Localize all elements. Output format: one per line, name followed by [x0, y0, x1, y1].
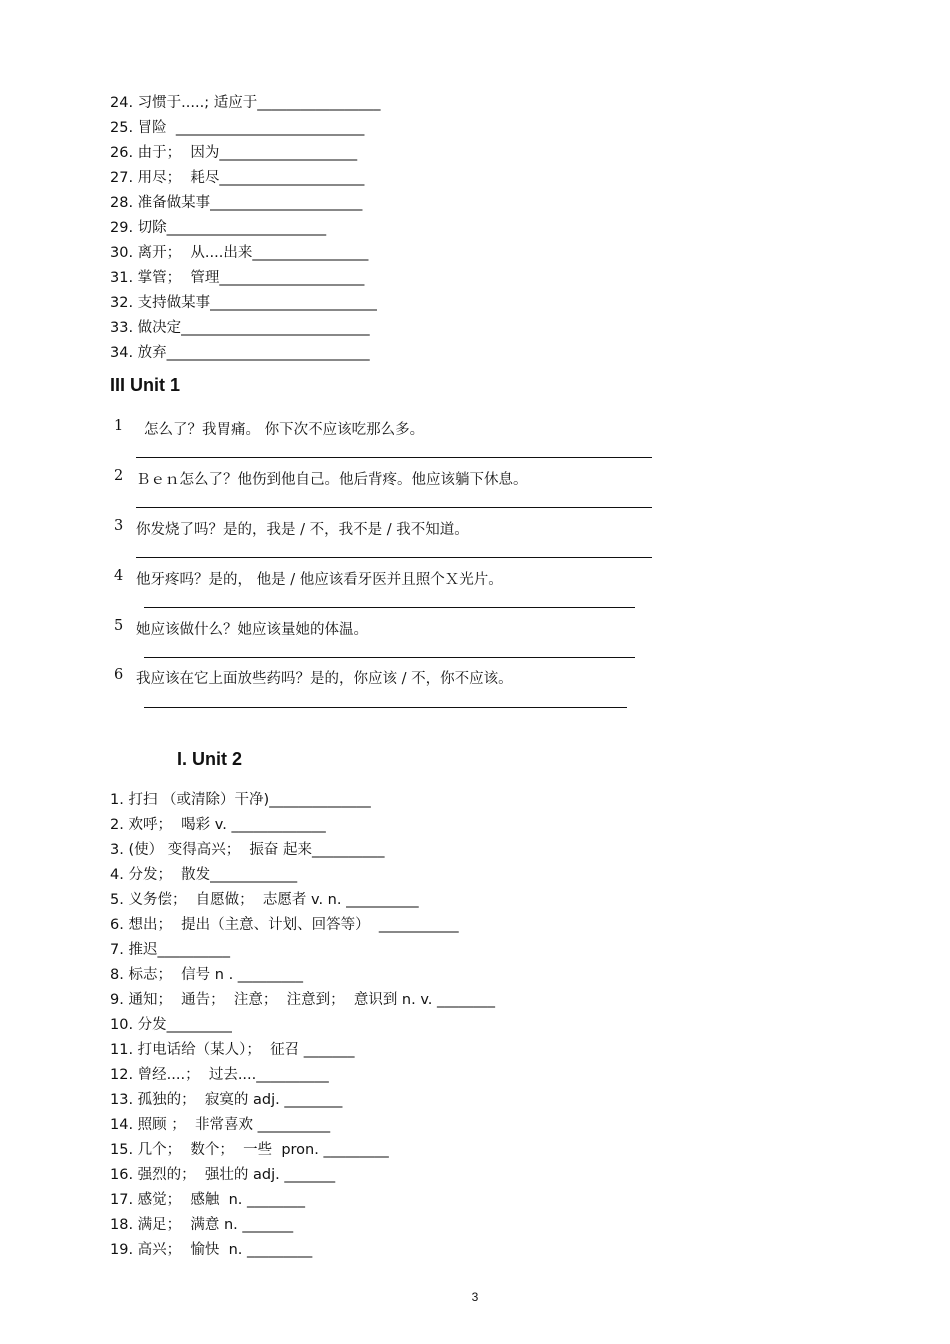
section-heading-unit1: III Unit 1	[110, 375, 181, 395]
vocab-item: 32. 支持做某事_______________________	[110, 295, 377, 311]
sentence-number: 3	[114, 518, 124, 534]
sentence-text: 怎么了？我胃痛。 你下次不应该吃那么多。	[144, 422, 425, 438]
vocab-item: 15. 几个； 数个； 一些 pron. _________	[110, 1142, 389, 1158]
answer-line	[144, 707, 627, 708]
vocab-item: 6. 想出； 提出（主意、计划、回答等） ___________	[110, 917, 459, 933]
answer-line	[136, 557, 652, 558]
vocab-item: 17. 感觉； 感触 n. ________	[110, 1192, 306, 1208]
sentence-number: 4	[114, 568, 124, 584]
sentence-text: 她应该做什么？她应该量她的体温。	[136, 622, 368, 638]
sentence-number: 2	[114, 468, 124, 484]
vocab-item: 27. 用尽； 耗尽____________________	[110, 170, 365, 186]
vocab-item: 26. 由于； 因为___________________	[110, 145, 358, 161]
sentence-text: 他牙疼吗？是的， 他是 / 他应该看牙医并且照个Ｘ光片。	[136, 572, 503, 588]
vocab-item: 24. 习惯于.....; 适应于_________________	[110, 95, 381, 111]
vocab-item: 4. 分发； 散发____________	[110, 867, 298, 883]
section-heading-unit2: I. Unit 2	[177, 749, 243, 769]
vocab-item: 5. 义务偿； 自愿做； 志愿者 v. n. __________	[110, 892, 419, 908]
answer-line	[144, 657, 635, 658]
vocab-item: 25. 冒险 __________________________	[110, 120, 365, 136]
vocab-item: 11. 打电话给（某人）； 征召 _______	[110, 1042, 355, 1058]
vocab-item: 10. 分发_________	[110, 1017, 232, 1033]
page-number: 3	[471, 1290, 479, 1304]
sentence-number: 5	[114, 618, 124, 634]
vocab-item: 33. 做决定__________________________	[110, 320, 370, 336]
vocab-item: 7. 推迟__________	[110, 942, 230, 958]
sentence-text: 我应该在它上面放些药吗？是的，你应该 / 不，你不应该。	[136, 671, 513, 687]
sentence-number: 1	[114, 418, 124, 434]
vocab-item: 9. 通知； 通告； 注意； 注意到； 意识到 n. v. ________	[110, 992, 496, 1008]
sentence-text: 你发烧了吗？是的，我是 / 不，我不是 / 我不知道。	[136, 522, 469, 538]
vocab-item: 19. 高兴； 愉快 n. _________	[110, 1242, 313, 1258]
answer-line	[136, 457, 652, 458]
answer-line	[136, 507, 652, 508]
vocab-item: 8. 标志； 信号 n . _________	[110, 967, 304, 983]
vocab-item: 31. 掌管； 管理____________________	[110, 270, 365, 286]
vocab-item: 28. 准备做某事_____________________	[110, 195, 363, 211]
vocab-item: 30. 离开； 从....出来________________	[110, 245, 369, 261]
vocab-item: 3. (使） 变得高兴； 振奋 起来__________	[110, 842, 385, 858]
vocab-item: 29. 切除______________________	[110, 220, 327, 236]
vocab-item: 1. 打扫 （或清除）干净)______________	[110, 792, 371, 808]
vocab-item: 13. 孤独的； 寂寞的 adj. ________	[110, 1092, 343, 1108]
sentence-text: Ｂｅｎ怎么了？他伤到他自己。他后背疼。他应该躺下休息。	[136, 472, 528, 488]
vocab-item: 18. 满足； 满意 n. _______	[110, 1217, 294, 1233]
vocab-item: 16. 强烈的； 强壮的 adj. _______	[110, 1167, 336, 1183]
answer-line	[144, 607, 635, 608]
sentence-number: 6	[114, 667, 124, 683]
vocab-item: 14. 照顾 ； 非常喜欢 __________	[110, 1117, 331, 1133]
vocab-item: 34. 放弃____________________________	[110, 345, 370, 361]
vocab-item: 12. 曾经....； 过去....__________	[110, 1067, 329, 1083]
vocab-item: 2. 欢呼； 喝彩 v. _____________	[110, 817, 326, 833]
